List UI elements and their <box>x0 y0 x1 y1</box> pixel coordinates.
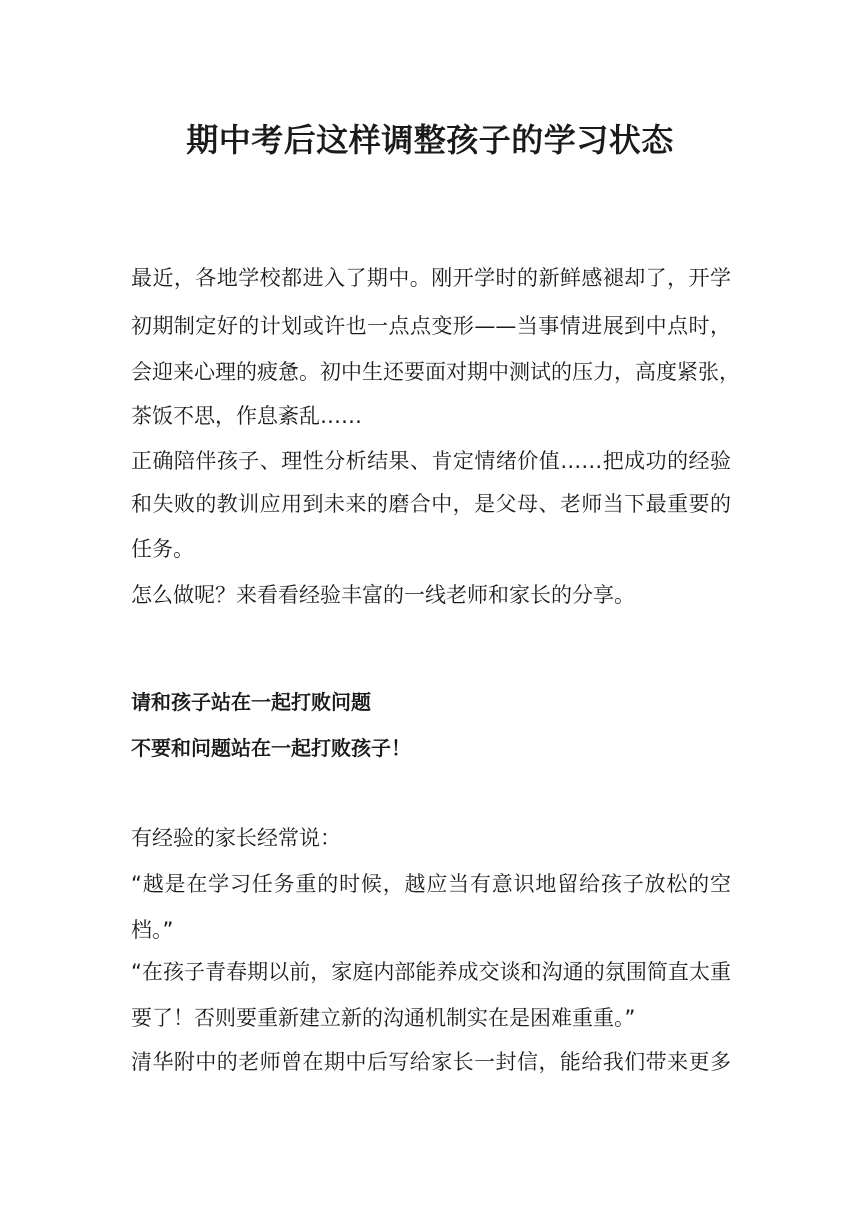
section-heading-line-1: 请和孩子站在一起打败问题 <box>131 690 371 714</box>
quote1-line-1: “越是在学习任务重的时候，越应当有意识地留给孩子放松的空 <box>131 872 731 896</box>
intro-p2-line-1: 正确陪伴孩子、理性分析结果、肯定情绪价值……把成功的经验 <box>131 449 731 473</box>
quote2-line-2: 要了！否则要重新建立新的沟通机制实在是困难重重。” <box>131 1006 636 1030</box>
body-lead: 有经验的家长经常说： <box>131 826 341 850</box>
intro-p2-line-3: 任务。 <box>131 537 194 561</box>
quote1-line-2: 档。” <box>131 918 174 942</box>
intro-p1-line-3: 会迎来心理的疲惫。初中生还要面对期中测试的压力，高度紧张， <box>131 360 740 384</box>
intro-p1-line-2: 初期制定好的计划或许也一点点变形——当事情进展到中点时， <box>131 314 731 338</box>
quote2-line-1: “在孩子青春期以前，家庭内部能养成交谈和沟通的氛围简直太重 <box>131 960 731 984</box>
body-last-line: 清华附中的老师曾在期中后写给家长一封信，能给我们带来更多 <box>131 1050 731 1074</box>
intro-p1-line-1: 最近，各地学校都进入了期中。刚开学时的新鲜感褪却了，开学 <box>131 266 731 290</box>
section-heading-line-2: 不要和问题站在一起打败孩子！ <box>131 736 411 760</box>
intro-p1-line-4: 茶饭不思，作息紊乱…… <box>131 404 362 428</box>
intro-p3: 怎么做呢？来看看经验丰富的一线老师和家长的分享。 <box>131 583 635 607</box>
document-title: 期中考后这样调整孩子的学习状态 <box>186 121 674 159</box>
intro-p2-line-2: 和失败的教训应用到未来的磨合中，是父母、老师当下最重要的 <box>131 492 731 516</box>
